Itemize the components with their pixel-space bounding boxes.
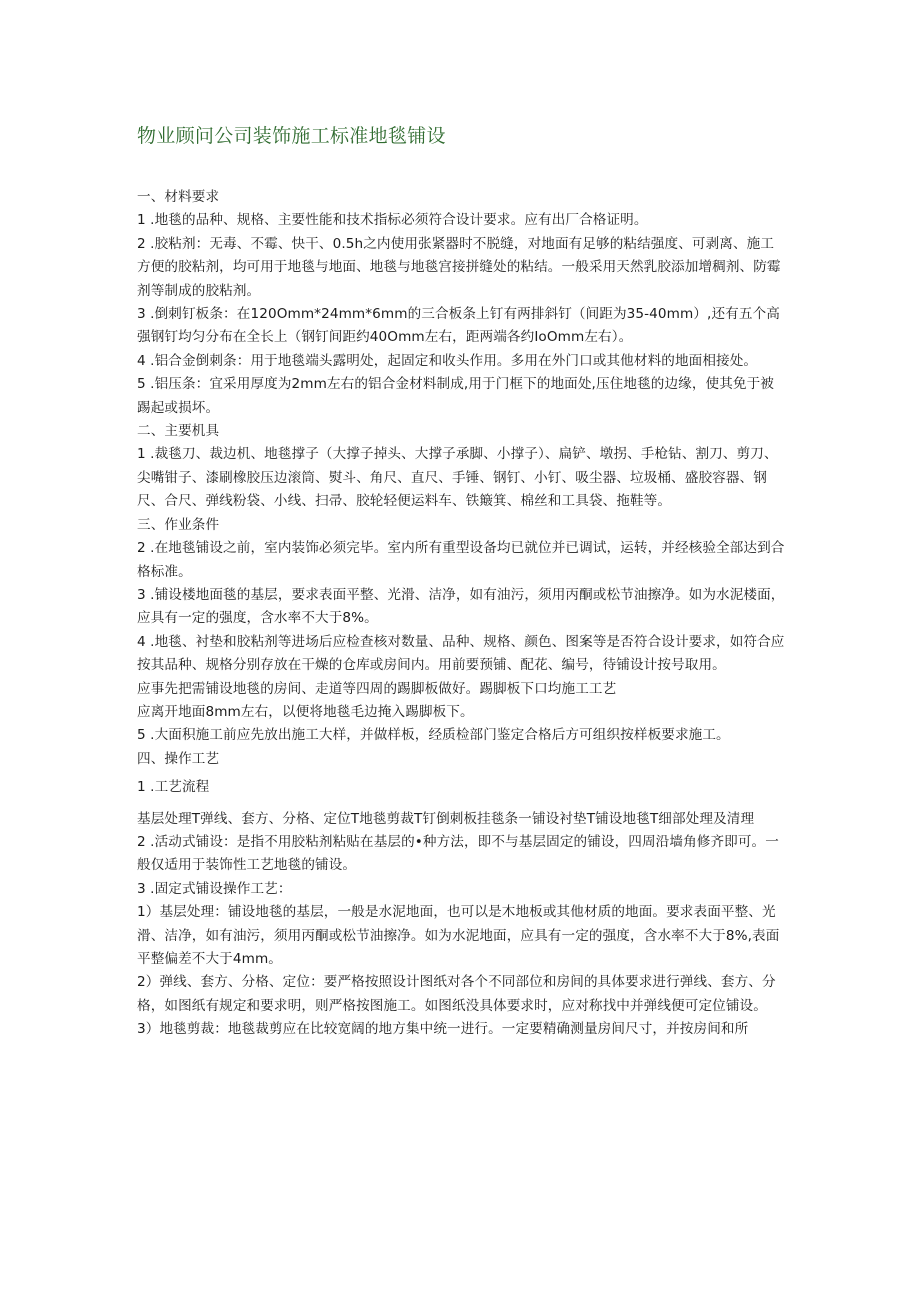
paragraph: 4 .铝合金倒刺条：用于地毯端头露明处，起固定和收头作用。多用在外门口或其他材料的地面相接处。 bbox=[137, 352, 758, 369]
paragraph: 1 .地毯的品种、规格、主要性能和技术指标必须符合设计要求。应有出厂合格证明。 bbox=[137, 212, 648, 229]
paragraph: 应事先把需铺设地毯的房间、走道等四周的踢脚板做好。踢脚板下口均施工工艺 bbox=[137, 680, 617, 697]
paragraph: 3 .倒刺钉板条：在120Omm*24mm*6mm的三合板条上钉有两排斜钉（间距为35-40mm）,还有五个高强钢钉均匀分布在全长上（钢钉间距约40Omm左右，距两端各约IoOmm左右）。 bbox=[137, 306, 780, 346]
document-body bbox=[137, 186, 787, 1042]
paragraph: 5 .铝压条：宜采用厚度为2mm左右的铝合金材料制成,用于门框下的地面处,压住地毯的边缘，使其免于被踢起或损坏。 bbox=[137, 376, 774, 416]
paragraph: 应离开地面8mm左右，以便将地毯毛边掩入踢脚板下。 bbox=[137, 703, 474, 720]
paragraph: 1 .工艺流程 bbox=[137, 779, 210, 796]
paragraph: 2 .在地毯铺设之前，室内装饰必须完毕。室内所有重型设备均已就位并已调试，运转，并经核验全部达到合格标准。 bbox=[137, 540, 785, 580]
paragraph: 3 .铺设楼地面毯的基层，要求表面平整、光滑、洁净，如有油污，须用丙酮或松节油擦净。如为水泥楼面，应具有一定的强度，含水率不大于8%。 bbox=[137, 586, 785, 627]
paragraph: 2 .活动式铺设：是指不用胶粘剂粘贴在基层的•种方法，即不与基层固定的铺设，四周沿墙角修齐即可。一般仅适用于装饰性工艺地毯的铺设。 bbox=[137, 833, 779, 874]
section-heading: 三、作业条件 bbox=[137, 516, 220, 533]
document-title: 物业顾问公司装饰施工标准地毯铺设 bbox=[137, 125, 446, 147]
paragraph: 2）弹线、套方、分格、定位：要严格按照设计图纸对各个不同部位和房间的具体要求进行弹线、套方、分格，如图纸有规定和要求明，则严格按图施工。如图纸没具体要求时，应对称找中并弹线便可定位铺设。 bbox=[137, 974, 776, 1014]
paragraph: 5 .大面积施工前应先放出施工大样，并做样板，经质检部门鉴定合格后方可组织按样板要求施工。 bbox=[137, 727, 730, 744]
paragraph: 4 .地毯、衬垫和胶粘剂等进场后应检查核对数量、品种、规格、颜色、图案等是否符合设计要求，如符合应按其品种、规格分别存放在干燥的仓库或房间内。用前要预铺、配花、编号，待铺设计按号取用。 bbox=[137, 633, 785, 674]
process-flow: 基层处理T弹线、套方、分格、定位T地毯剪裁T钉倒刺板挂毯条一铺设衬垫T铺设地毯T细部处理及清理 bbox=[137, 810, 755, 827]
paragraph: 1）基层处理：铺设地毯的基层，一般是水泥地面，也可以是木地板或其他材质的地面。要求表面平整、光滑、洁净，如有油污，须用丙酮或松节油擦净。如为水泥地面，应具有一定的强度，含水率不大于8%,表面平整偏差不大于4mm。 bbox=[137, 904, 780, 967]
paragraph: 3）地毯剪裁：地毯裁剪应在比较宽阔的地方集中统一进行。一定要精确测量房间尺寸，并按房间和所 bbox=[137, 1021, 749, 1038]
paragraph: 1 .裁毯刀、裁边机、地毯撑子（大撑子掉头、大撑子承脚、小撑子）、扁铲、墩拐、手枪钻、割刀、剪刀、尖嘴钳子、漆刷橡胶压边滚筒、熨斗、角尺、直尺、手锤、钢钉、小钉、吸尘器、垃圾桶、盛胶容器、钢尺、合尺、弹线粉袋、小线、扫帚、胶轮轻便运料车、铁簸箕、棉丝和工具袋、拖鞋等。 bbox=[137, 446, 778, 510]
paragraph: 3 .固定式铺设操作工艺： bbox=[137, 880, 292, 897]
paragraph: 2 .胶粘剂：无毒、不霉、快干、0.5h之内使用张紧器时不脱缝，对地面有足够的粘结强度、可剥离、施工方便的胶粘剂，均可用于地毯与地面、地毯与地毯宫接拼缝处的粘结。一般采用天然乳胶添加增稠剂、防霉剂等制成的胶粘剂。 bbox=[137, 235, 781, 299]
section-heading: 一、材料要求 bbox=[137, 189, 220, 205]
section-heading: 二、主要机具 bbox=[137, 423, 220, 440]
section-heading: 四、操作工艺 bbox=[137, 750, 220, 767]
